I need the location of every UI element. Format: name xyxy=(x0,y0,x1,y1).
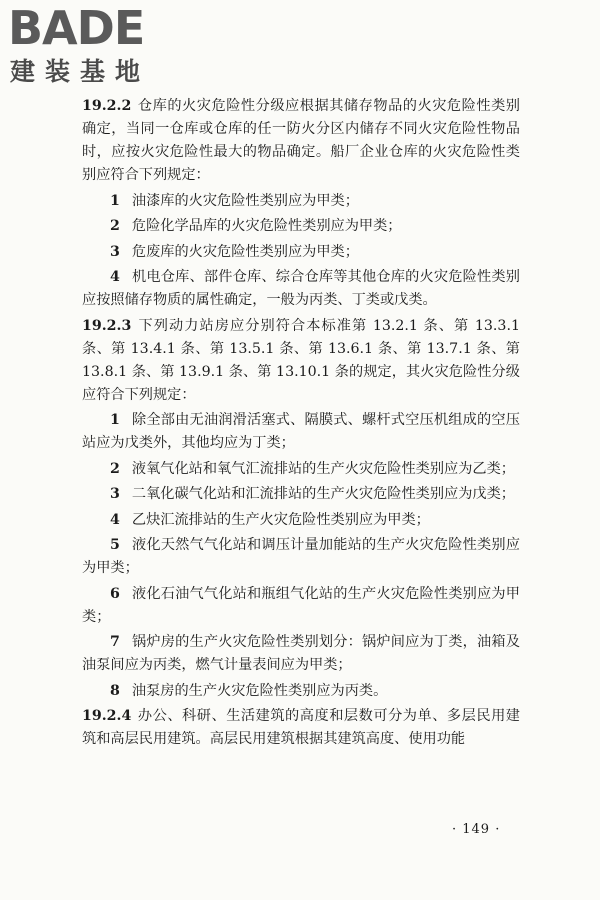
list-item xyxy=(82,534,520,580)
item-text: 二氧化碳气化站和汇流排站的生产火灾危险性类别应为戊类； xyxy=(131,486,515,502)
item-text: 机电仓库、部件仓库、综合仓库等其他仓库的火灾危险性类别应按照储存物质的属性确定，一般为丙类、丁类或戊类。 xyxy=(82,269,520,308)
list-item xyxy=(82,483,520,506)
clause-number: 19.2.2 xyxy=(82,98,132,114)
list-item xyxy=(82,241,520,264)
item-text: 乙炔汇流排站的生产火灾危险性类别应为甲类； xyxy=(131,511,430,528)
logo-wordmark: BADE xyxy=(8,1,145,55)
item-number: 8 xyxy=(110,682,120,699)
item-number: 7 xyxy=(110,634,120,650)
list-item xyxy=(82,680,520,703)
item-number: 2 xyxy=(110,218,120,234)
item-text: 油漆库的火灾危险性类别应为甲类； xyxy=(131,192,359,209)
item-number: 1 xyxy=(110,412,120,428)
list-item xyxy=(82,190,520,213)
item-number: 2 xyxy=(110,460,120,477)
clause-text: 仓库的火灾危险性分级应根据其储存物品的火灾危险性类别确定，当同一仓库或仓库的任一防火分区内储存不同火灾危险性物品时，应按火灾危险性最大的物品确定。船厂企业仓库的火灾危险性类别应符合下列规定： xyxy=(82,98,520,183)
item-text: 危险化学品库的火灾危险性类别应为甲类； xyxy=(131,218,402,234)
item-number: 6 xyxy=(110,585,120,602)
document-body xyxy=(82,95,520,751)
list-item xyxy=(82,266,520,312)
item-number: 4 xyxy=(110,269,120,285)
item-text: 液化天然气气化站和调压计量加能站的生产火灾危险性类别应为甲类； xyxy=(82,537,520,576)
clause-text: 办公、科研、生活建筑的高度和层数可分为单、多层民用建筑和高层民用建筑。高层民用建筑根据其建筑高度、使用功能 xyxy=(82,708,520,747)
list-item xyxy=(82,409,520,455)
list-item xyxy=(82,631,520,677)
item-number: 1 xyxy=(110,192,120,209)
clause-number: 19.2.3 xyxy=(82,317,132,334)
item-text: 液化石油气气化站和瓶组气化站的生产火灾危险性类别应为甲类； xyxy=(82,585,520,625)
item-text: 液氧气化站和氧气汇流排站的生产火灾危险性类别应为乙类； xyxy=(131,460,515,477)
item-text: 危废库的火灾危险性类别应为甲类； xyxy=(131,243,359,260)
clause-text: 下列动力站房应分别符合本标准第 13.2.1 条、第 13.3.1 条、第 13.4.1 条、第 13.5.1 条、第 13.6.1 条、第 13.7.1 条、第 13.8.1 条、第 13.9.1 条、第 13.10.1 条的规定，其火灾危险性分级应符合下列规定： xyxy=(82,317,520,403)
item-number: 3 xyxy=(110,486,120,502)
item-number: 5 xyxy=(110,537,120,553)
clause-19-2-2 xyxy=(82,95,520,187)
list-item xyxy=(82,583,520,629)
list-item xyxy=(82,215,520,238)
item-text: 除全部由无油润滑活塞式、隔膜式、螺杆式空压机组成的空压站应为戊类外，其他均应为丁类； xyxy=(82,412,520,451)
clause-number: 19.2.4 xyxy=(82,708,132,724)
item-number: 3 xyxy=(110,243,120,260)
item-text: 油泵房的生产火灾危险性类别应为丙类。 xyxy=(131,682,388,699)
item-text: 锅炉房的生产火灾危险性类别划分：锅炉间应为丁类，油箱及油泵间应为丙类，燃气计量表间应为甲类； xyxy=(82,634,520,673)
bade-logo xyxy=(8,2,178,92)
logo-subtitle: 建装基地 xyxy=(10,57,151,86)
page-number: · 149 · xyxy=(452,822,501,837)
list-item xyxy=(82,458,520,481)
clause-19-2-4 xyxy=(82,705,520,751)
clause-19-2-3 xyxy=(82,315,520,407)
item-number: 4 xyxy=(110,511,120,528)
list-item xyxy=(82,509,520,532)
